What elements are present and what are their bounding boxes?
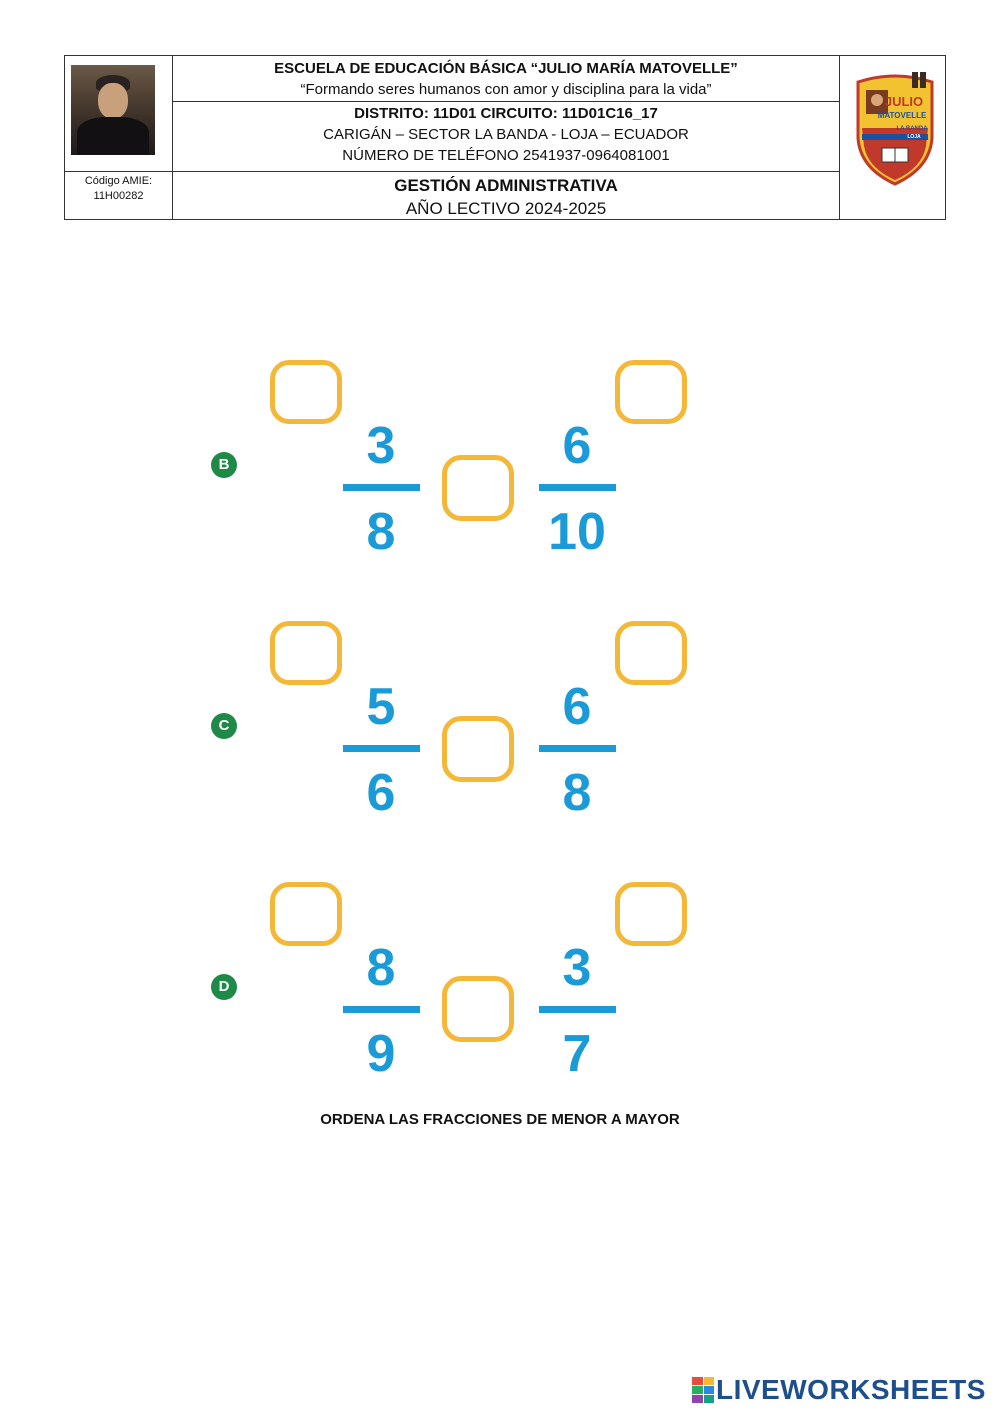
- location-info: CARIGÁN – SECTOR LA BANDA - LOJA – ECUADOR: [323, 126, 689, 143]
- founder-portrait: [71, 65, 155, 155]
- answer-box-left-top[interactable]: [270, 621, 342, 685]
- amie-cell: [65, 171, 173, 220]
- district-cell: [173, 102, 839, 171]
- school-name: ESCUELA DE EDUCACIÓN BÁSICA “JULIO MARÍA MATOVELLE”: [274, 60, 738, 77]
- department-cell: [173, 171, 839, 220]
- fraction-right-numerator: 3: [562, 939, 592, 997]
- amie-code: 11H00282: [93, 190, 144, 202]
- school-motto: “Formando seres humanos con amor y disciplina para la vida”: [300, 81, 712, 98]
- exercise-letter-c: C: [211, 713, 237, 739]
- fraction-right-denominator: 7: [562, 1025, 592, 1083]
- exercise-letter-b: B: [211, 452, 237, 478]
- header-table: [64, 55, 946, 220]
- fraction-left-bar: [343, 1006, 420, 1013]
- answer-box-right-top[interactable]: [615, 360, 687, 424]
- fraction-left-numerator: 3: [366, 417, 396, 475]
- department-title: GESTIÓN ADMINISTRATIVA: [394, 176, 618, 195]
- fraction-right-denominator: 8: [562, 764, 592, 822]
- comparison-box[interactable]: [442, 455, 514, 521]
- school-year: AÑO LECTIVO 2024-2025: [405, 199, 607, 218]
- answer-box-right-top[interactable]: [615, 882, 687, 946]
- crest-text-julio: JULIO: [884, 94, 924, 109]
- fraction-left-denominator: 8: [366, 503, 396, 561]
- comparison-box[interactable]: [442, 976, 514, 1042]
- crest-text-loja: LOJA: [907, 134, 921, 140]
- comparison-box[interactable]: [442, 716, 514, 782]
- brand-name: LIVEWORKSHEETS: [716, 1374, 986, 1405]
- fraction-right-bar: [539, 484, 616, 491]
- fraction-left-numerator: 5: [366, 678, 396, 736]
- phone-info: NÚMERO DE TELÉFONO 2541937-0964081001: [342, 147, 670, 164]
- fraction-left-bar: [343, 484, 420, 491]
- portrait-cell: [65, 56, 173, 171]
- district-info: DISTRITO: 11D01 CIRCUITO: 11D01C16_17: [354, 105, 658, 122]
- fraction-left-denominator: 6: [366, 764, 396, 822]
- answer-box-right-top[interactable]: [615, 621, 687, 685]
- fraction-right-bar: [539, 745, 616, 752]
- fraction-left-denominator: 9: [366, 1025, 396, 1083]
- fraction-right-bar: [539, 1006, 616, 1013]
- crest-text-labanda: LA BANDA: [896, 126, 928, 132]
- fraction-right-denominator: 10: [548, 503, 606, 561]
- answer-box-left-top[interactable]: [270, 360, 342, 424]
- school-crest-logo: [852, 68, 938, 186]
- fraction-right-numerator: 6: [562, 417, 592, 475]
- liveworksheets-brand: [692, 1374, 986, 1406]
- school-name-cell: [173, 56, 839, 102]
- crest-text-matovelle: MATOVELLE: [877, 111, 927, 120]
- exercise-letter-d: D: [211, 974, 237, 1000]
- liveworksheets-logo-icon: [692, 1377, 714, 1403]
- fraction-left-bar: [343, 745, 420, 752]
- answer-box-left-top[interactable]: [270, 882, 342, 946]
- fraction-right-numerator: 6: [562, 678, 592, 736]
- fraction-left-numerator: 8: [366, 939, 396, 997]
- amie-label: Código AMIE:: [84, 175, 153, 187]
- instruction-text: ORDENA LAS FRACCIONES DE MENOR A MAYOR: [320, 1111, 680, 1128]
- logo-cell: [839, 56, 946, 220]
